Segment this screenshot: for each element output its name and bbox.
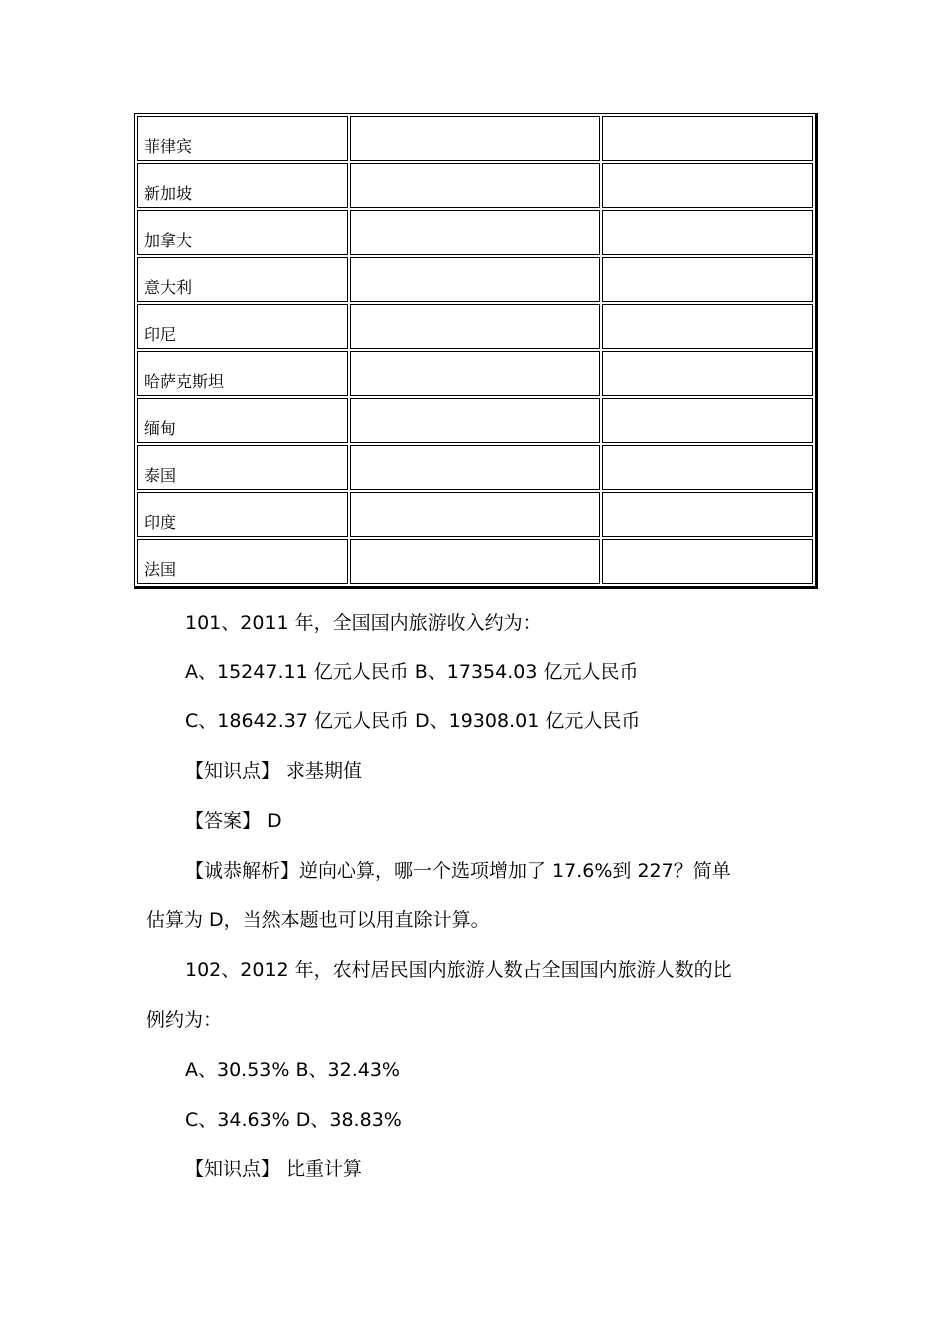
country-table — [134, 113, 818, 589]
country-name-cell — [137, 398, 348, 443]
country-name-cell — [137, 445, 348, 490]
country-name: 印度 — [144, 513, 177, 532]
table-cell — [350, 539, 601, 584]
country-name-cell — [137, 257, 348, 302]
q101-answer: 【答案】 D — [185, 810, 282, 832]
q102-knowledge-point: 【知识点】 比重计算 — [185, 1158, 363, 1180]
country-name: 意大利 — [144, 278, 193, 297]
country-name-cell — [137, 116, 348, 161]
table-row — [137, 445, 813, 490]
table-row — [137, 492, 813, 537]
country-name: 泰国 — [144, 466, 177, 485]
country-name: 加拿大 — [144, 231, 193, 250]
country-name-cell — [137, 304, 348, 349]
table-cell — [602, 257, 813, 302]
country-name-cell — [137, 539, 348, 584]
country-name-cell — [137, 492, 348, 537]
country-table-body — [137, 116, 813, 584]
table-cell — [350, 116, 601, 161]
table-row — [137, 257, 813, 302]
country-name: 新加坡 — [144, 184, 193, 203]
country-name-cell — [137, 163, 348, 208]
q101-analysis: 【诚恭解析】逆向心算，哪一个选项增加了 17.6%到 227？简单 — [185, 860, 731, 882]
table-row — [137, 398, 813, 443]
table-cell — [350, 492, 601, 537]
q101-question: 101、2011 年，全国国内旅游收入约为： — [185, 612, 542, 634]
table-cell — [350, 257, 601, 302]
table-cell — [602, 163, 813, 208]
table-row — [137, 539, 813, 584]
q101-options-cd: C、18642.37 亿元人民币 D、19308.01 亿元人民币 — [185, 710, 641, 732]
table-cell — [350, 351, 601, 396]
table-cell — [350, 163, 601, 208]
table-row — [137, 210, 813, 255]
country-name: 哈萨克斯坦 — [144, 372, 225, 391]
table-cell — [602, 539, 813, 584]
country-name: 法国 — [144, 560, 177, 579]
q101-knowledge-point: 【知识点】 求基期值 — [185, 760, 363, 782]
table-cell — [350, 304, 601, 349]
table-cell — [602, 398, 813, 443]
table-row — [137, 304, 813, 349]
table-cell — [602, 351, 813, 396]
q101-options-ab: A、15247.11 亿元人民币 B、17354.03 亿元人民币 — [185, 661, 639, 683]
country-name: 缅甸 — [144, 419, 177, 438]
q102-question-continued: 例约为： — [146, 1009, 223, 1031]
table-cell — [602, 116, 813, 161]
table-cell — [602, 210, 813, 255]
table-cell — [350, 398, 601, 443]
table-cell — [602, 492, 813, 537]
q102-options-ab: A、30.53% B、32.43% — [185, 1059, 400, 1081]
table-row — [137, 163, 813, 208]
q102-question: 102、2012 年，农村居民国内旅游人数占全国国内旅游人数的比 — [185, 959, 732, 981]
country-name-cell — [137, 351, 348, 396]
table-row — [137, 116, 813, 161]
q102-options-cd: C、34.63% D、38.83% — [185, 1109, 402, 1131]
country-name-cell — [137, 210, 348, 255]
table-cell — [350, 445, 601, 490]
country-name: 印尼 — [144, 325, 177, 344]
table-row — [137, 351, 813, 396]
table-cell — [602, 304, 813, 349]
country-name: 菲律宾 — [144, 137, 193, 156]
table-cell — [350, 210, 601, 255]
q101-analysis-continued: 估算为 D，当然本题也可以用直除计算。 — [146, 909, 490, 931]
table-cell — [602, 445, 813, 490]
